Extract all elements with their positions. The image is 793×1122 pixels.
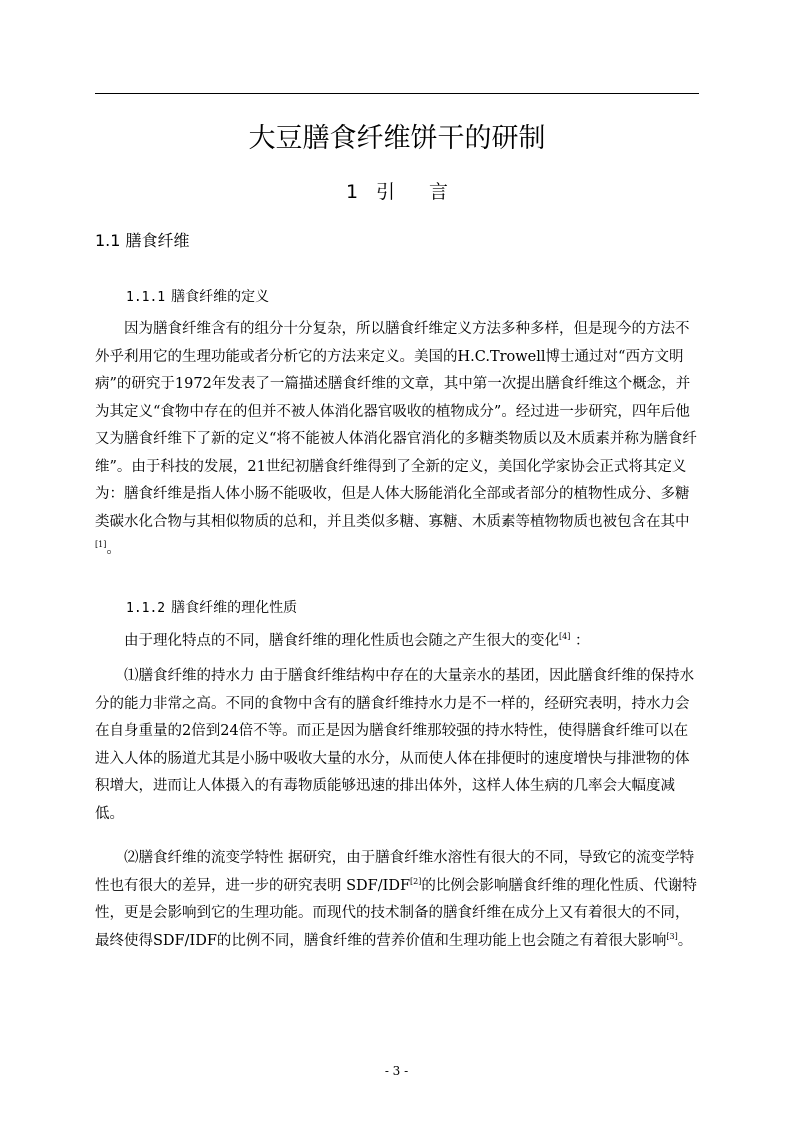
paragraph-rheology: ⑵膳食纤维的流变学特性 据研究，由于膳食纤维水溶性有很大的不同，导致它的流变学特性也有很大的差异，进一步的研究表明 SDF/IDF[2]的比例会影响膳食纤维的理化性质、代谢特性，更是会影响到它的生理功能。而现代的技术制备的膳食纤维在成分上又有着很大的不同，最终使得SDF/IDF的比例不同，膳食纤维的营养价值和生理功能上也会随之有着很大影响[3]。 <box>95 850 697 949</box>
chapter-heading <box>95 178 699 206</box>
subsection-heading-1 <box>126 286 269 309</box>
section-title: 膳食纤维 <box>125 231 190 250</box>
subsection-title: 膳食纤维的定义 <box>171 289 270 305</box>
chapter-number: 1 <box>345 181 359 203</box>
subsection-title: 膳食纤维的理化性质 <box>171 600 298 616</box>
document-title: 大豆膳食纤维饼干的研制 <box>248 123 546 154</box>
section-number: 1.1 <box>95 231 121 250</box>
header-rule <box>95 93 699 94</box>
citation: [4] <box>559 632 571 642</box>
page-number: - 3 - <box>384 1064 409 1078</box>
citation: [2] <box>410 876 422 886</box>
subsection-number: 1.1.2 <box>126 601 166 616</box>
subsection-number: 1.1.1 <box>126 290 166 305</box>
citation: [3] <box>666 931 678 941</box>
citation: [1] <box>95 540 107 550</box>
subsection-heading-2 <box>126 597 297 620</box>
paragraph-water-holding: ⑴膳食纤维的持水力 由于膳食纤维结构中存在的大量亲水的基团，因此膳食纤维的保持水分的能力非常之高。不同的食物中含有的膳食纤维持水力是不一样的，经研究表明，持水力会在自身重量的2倍到24倍不等。而正是因为膳食纤维那较强的持水特性，使得膳食纤维可以在进入人体的肠道尤其是小肠中吸收大量的水分，从而使人体在排便时的速度增快与排泄物的体积增大，进而让人体摄入的有毒物质能够迅速的排出体外，这样人体生病的几率会大幅度减低。 <box>95 668 695 822</box>
chapter-name-part-2: 言 <box>429 181 449 203</box>
chapter-name-part-1: 引 <box>376 181 396 203</box>
paragraph-intro: 由于理化特点的不同，膳食纤维的理化性质也会随之产生很大的变化[4] ： <box>124 632 590 649</box>
section-heading <box>95 229 190 253</box>
paragraph-definition: 因为膳食纤维含有的组分十分复杂，所以膳食纤维定义方法多种多样，但是现今的方法不外乎利用它的生理功能或者分析它的方法来定义。美国的H.C.Trowell博士通过对“西方文明病”的研究于1972年发表了一篇描述膳食纤维的文章，其中第一次提出膳食纤维这个概念，并为其定义“食物中存在的但并不被人体消化器官吸收的植物成分”。经过进一步研究，四年后他又为膳食纤维下了新的定义“将不能被人体消化器官消化的多糖类物质以及木质素并称为膳食纤维”。由于科技的发展，21世纪初膳食纤维得到了全新的定义，美国化学家协会正式将其定义为：膳食纤维是指人体小肠不能吸收，但是人体大肠能消化全部或者部分的植物性成分、多糖类碳水化合物与其相似物质的总和，并且类似多糖、寡糖、木质素等植物物质也被包含在其中[1]。 <box>95 321 697 557</box>
